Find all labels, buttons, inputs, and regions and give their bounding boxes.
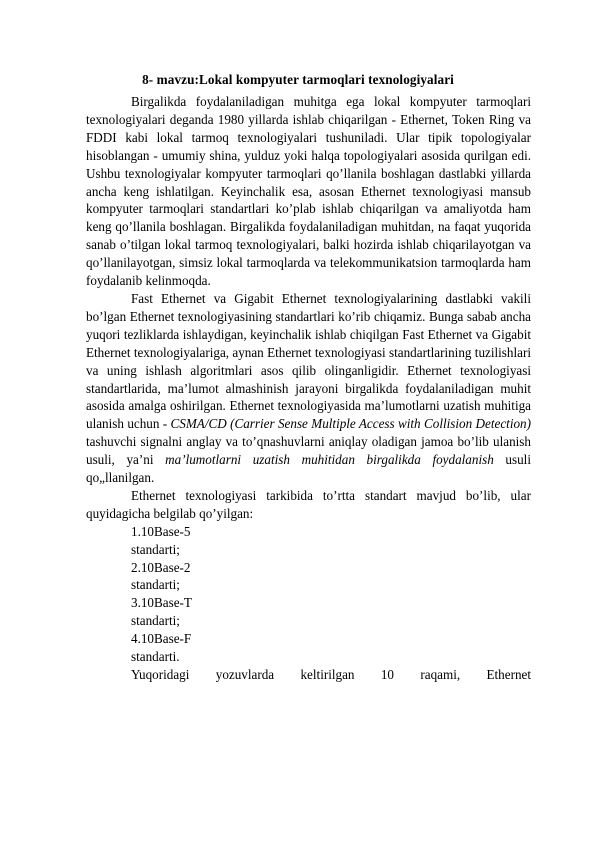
- list-item: 4.10Base-F: [131, 631, 192, 647]
- paragraph-4: Yuqoridagi yozuvlarda keltirilgan 10 raqami, Ethernet: [131, 667, 531, 682]
- list-item: standarti;: [131, 541, 180, 557]
- paragraph-3: Ethernet texnologiyasi tarkibida to’rtta standart mavjud bo’lib, ular quyidagicha belgilab qo’yilgan:: [86, 487, 531, 521]
- paragraph-2-text-b: tashuvchi signalni anglay va to’qnashuvlarni aniqlay oladigan jamoa bo’lib ulanish usuli, ya’ni: [86, 434, 531, 468]
- document-body: [86, 93, 531, 684]
- paragraph-2: [86, 290, 531, 487]
- paragraph-2-text-c: usuli qo„llanilgan.: [86, 452, 531, 486]
- paragraph-1: Birgalikda foydalaniladigan muhitga ega lokal kompyuter tarmoqlari texnologiyalari deganda 1980 yillarda ishlab chiqarilgan - Ethernet, Token Ring va FDDI kabi lokal tarmoq texnologiyalari tushuniladi. Ular tipik topologiyalar hisoblangan - umumiy shina, yulduz yoki halqa topologiyalari asosida qurilgan edi. Ushbu texnologiyalar kompyuter tarmoqlari qo’llanila boshlagan dastlabki yillarda ancha keng ishlatilgan. Keyinchalik esa, asosan Ethernet texnologiyasi mansub kompyuter tarmoqlari standartlari ko’plab ishlab chiqarilgan va amaliyotda ham keng qo’llanila boshlagan. Birgalikda foydalaniladigan muhitdan, na faqat yuqorida sanab o’tilgan lokal tarmoq texnologiyalari, balki hozirda ishlab chiqarilayotgan va qo’llanilayotgan, simsiz lokal tarmoqlarda va telekommunikatsion tarmoqlarda ham foydalanib kelinmoqda.: [86, 94, 531, 289]
- shared-medium-term: ma’lumotlarni uzatish muhitidan birgalikda foydalanish: [165, 452, 494, 468]
- list-item: 2.10Base-2: [131, 559, 191, 575]
- page-title: 8- mavzu:Lokal kompyuter tarmoqlari texnologiyalari: [142, 72, 454, 87]
- list-item: standarti;: [131, 613, 180, 629]
- list-item: standarti.: [131, 649, 180, 665]
- list-item: 1.10Base-5: [131, 523, 191, 539]
- standards-list: [86, 523, 531, 666]
- csma-cd-term: CSMA/CD (Carrier Sense Multiple Access with Collision Detection): [170, 416, 531, 432]
- list-item: 3.10Base-T: [131, 595, 192, 611]
- list-item: standarti;: [131, 577, 180, 593]
- paragraph-2-text-a: Fast Ethernet va Gigabit Ethernet texnologiyalarining dastlabki vakili bo’lgan Ethernet texnologiyasining standartlari ko’rib chiqamiz. Bunga sabab ancha yuqori tezliklarda ishlaydigan, keyinchalik ishlab chiqilgan Fast Ethernet va Gigabit Ethernet texnologiyalariga, aynan Ethernet texnologiyasi standartlarining tuzilishlari va uning ishlash algoritmlari asos qilib olinganligidir. Ethernet texnologiyasi standartlarida, ma’lumot almashinish jarayoni birgalikda foydalaniladigan muhit asosida amalga oshirilgan. Ethernet texnologiyasida ma’lumotlarni uzatish muhitiga ulanish uchun -: [86, 290, 531, 432]
